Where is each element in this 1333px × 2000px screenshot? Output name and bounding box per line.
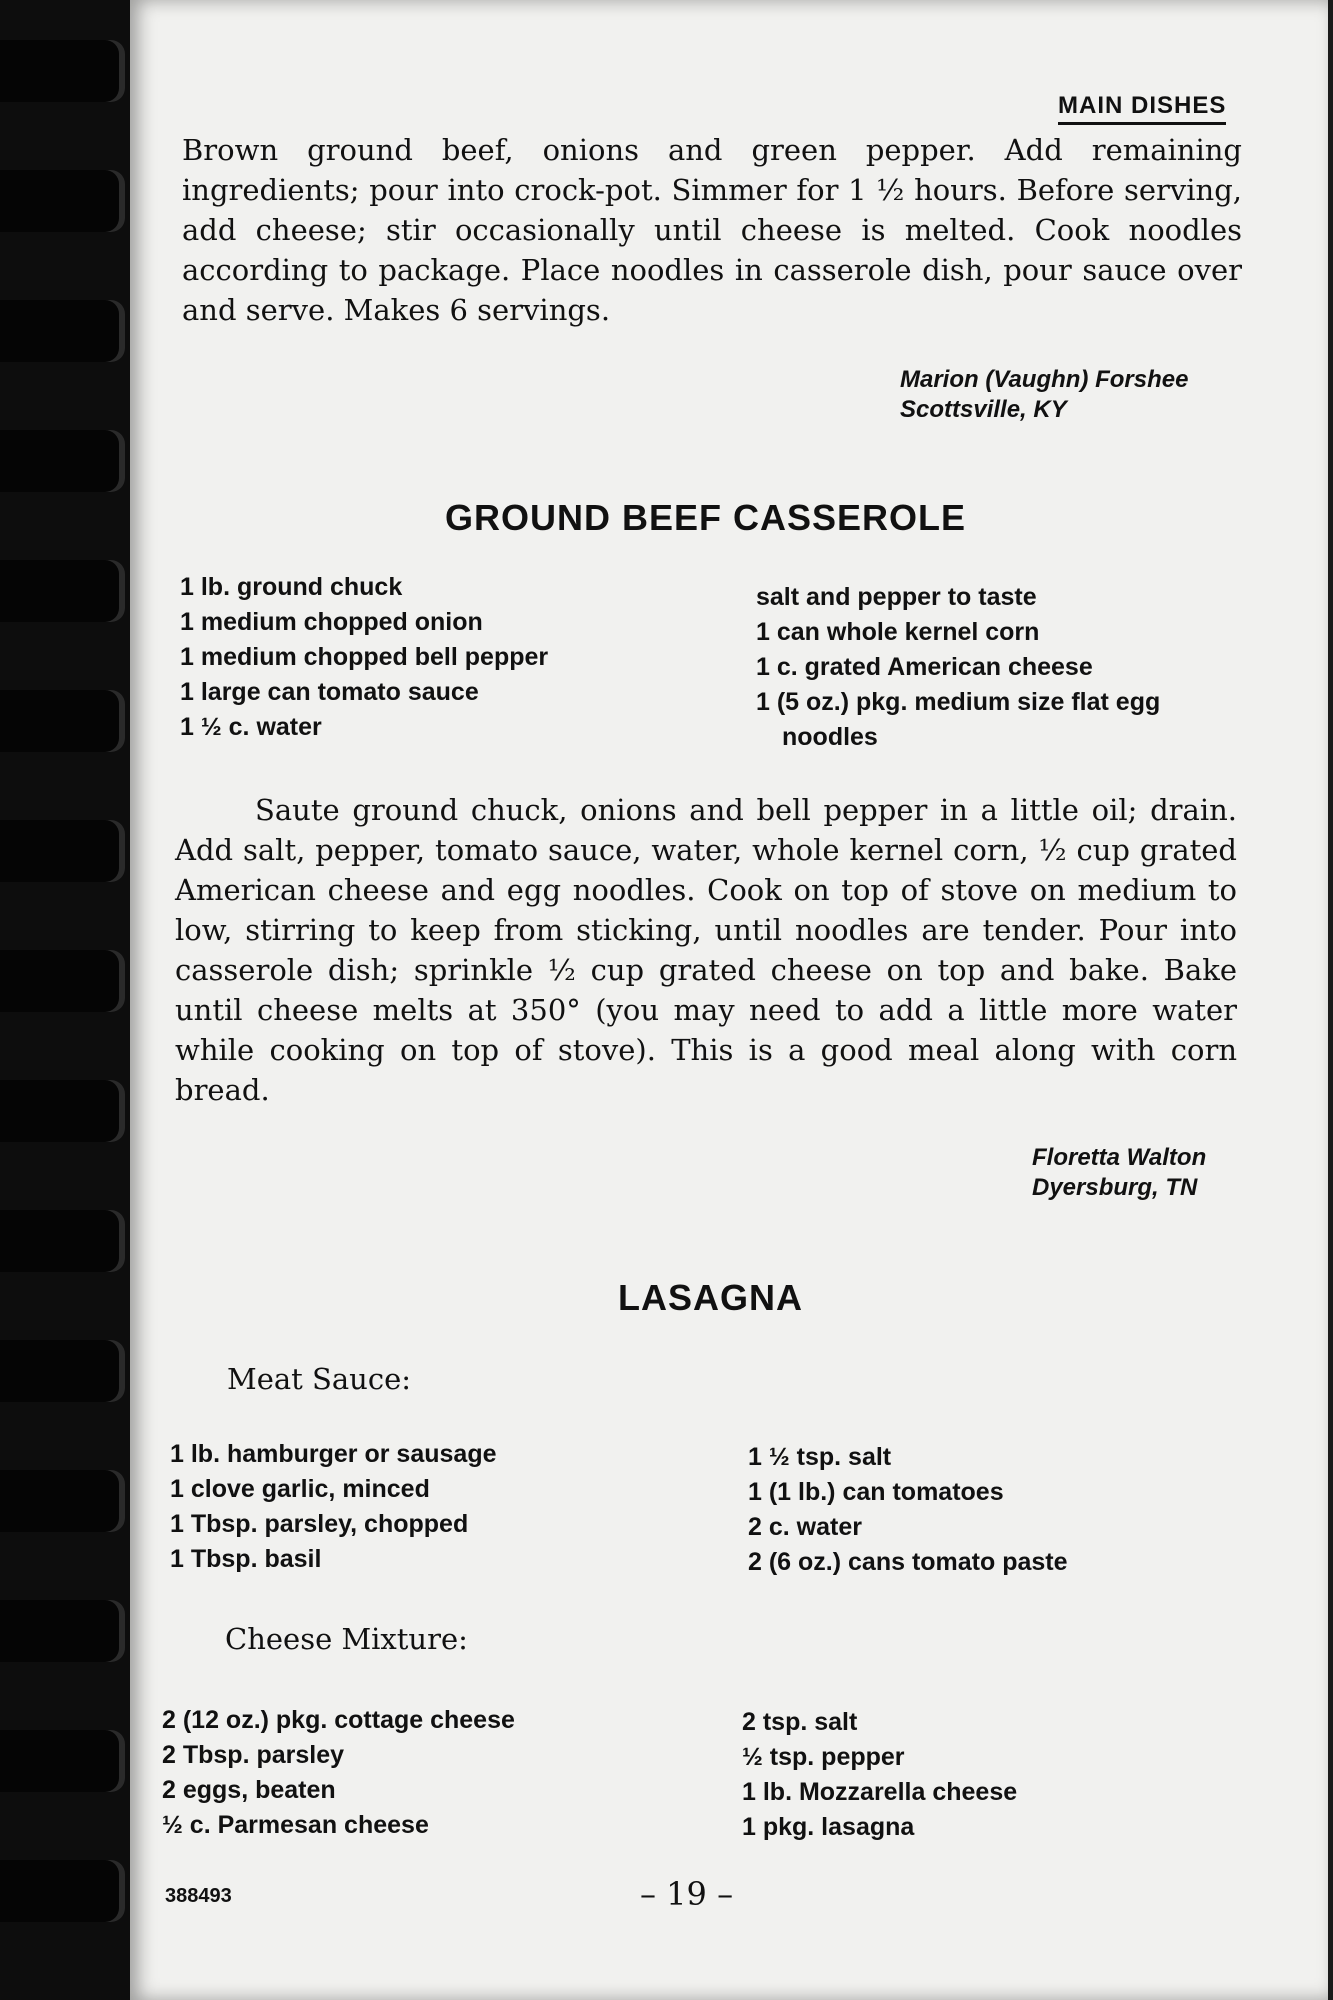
meat-sauce-ingredients-right (748, 1440, 1068, 1580)
credit-name: Floretta Walton (1032, 1144, 1207, 1171)
recipe-title-lasagna: LASAGNA (618, 1277, 803, 1318)
cookbook-page (130, 0, 1328, 2000)
meat-sauce-ingredients-left (170, 1437, 497, 1577)
ingredient: 1 clove garlic, minced (170, 1475, 430, 1503)
binding-ring (0, 1080, 125, 1142)
section-header: MAIN DISHES (1058, 92, 1226, 125)
credit-name: Marion (Vaughn) Forshee (900, 366, 1189, 393)
ingredient: ½ tsp. pepper (742, 1743, 905, 1771)
ingredient: 2 (12 oz.) pkg. cottage cheese (162, 1706, 515, 1734)
casserole-ingredients-right (756, 580, 1160, 755)
binding-ring (0, 430, 125, 492)
credit-place: Dyersburg, TN (1032, 1174, 1198, 1201)
page-number: – 19 – (640, 1875, 734, 1913)
ingredient: 1 can whole kernel corn (756, 618, 1040, 646)
ingredient: 1 lb. Mozzarella cheese (742, 1778, 1018, 1806)
instructions-text: Saute ground chuck, onions and bell pepper in a little oil; drain. Add salt, pepper, tomato sauce, water, whole kernel corn, ½ cup grated American cheese and egg noodles. Cook on top of stove on medium to low, stirring to keep from sticking, until noodles are tender. Pour into casserole dish; sprinkle ½ cup grated cheese on top and bake. Bake until cheese melts at 350° (you may need to add a little more water while cooking on top of stove). This is a good meal along with corn bread. (175, 793, 1237, 1107)
ingredient: 1 large can tomato sauce (180, 678, 479, 706)
ingredient: salt and pepper to taste (756, 583, 1037, 611)
ingredient: 1 lb. ground chuck (180, 573, 403, 601)
cheese-ingredients-right (742, 1705, 1017, 1845)
ingredient: 1 ½ tsp. salt (748, 1443, 892, 1471)
binding-ring (0, 560, 125, 622)
ingredient: 1 Tbsp. parsley, chopped (170, 1510, 469, 1538)
binding-ring (0, 170, 125, 232)
binding-ring (0, 1340, 125, 1402)
recipe-title-casserole: GROUND BEEF CASSEROLE (445, 497, 967, 538)
casserole-credit (1032, 1143, 1206, 1203)
cheese-mixture-label: Cheese Mixture: (225, 1622, 468, 1656)
ingredient: 1 lb. hamburger or sausage (170, 1440, 497, 1468)
meat-sauce-label: Meat Sauce: (227, 1362, 412, 1396)
binding-ring (0, 1860, 125, 1922)
binding-ring (0, 1210, 125, 1272)
top-recipe-instructions (182, 130, 1242, 330)
binding-ring (0, 950, 125, 1012)
instructions-text: Brown ground beef, onions and green pepper. Add remaining ingredients; pour into crock-pot. Simmer for 1 ½ hours. Before serving, add cheese; stir occasionally until cheese is melted. Cook noodles according to package. Place noodles in casserole dish, pour sauce over and serve. Makes 6 servings. (182, 133, 1242, 327)
binding-ring (0, 40, 125, 102)
top-recipe-credit (900, 365, 1188, 425)
ingredient: noodles (782, 723, 878, 751)
ingredient: 1 (5 oz.) pkg. medium size flat egg (756, 688, 1161, 716)
ingredient: 1 medium chopped bell pepper (180, 643, 549, 671)
ingredient: 2 tsp. salt (742, 1708, 858, 1736)
casserole-instructions (175, 790, 1237, 1110)
ingredient: 1 (1 lb.) can tomatoes (748, 1478, 1004, 1506)
ingredient: 1 ½ c. water (180, 713, 322, 741)
ingredient: 1 pkg. lasagna (742, 1813, 915, 1841)
binding-ring (0, 1470, 125, 1532)
ingredient: 1 c. grated American cheese (756, 653, 1093, 681)
ingredient: 2 Tbsp. parsley (162, 1741, 345, 1769)
binding-ring (0, 1730, 125, 1792)
binding-ring (0, 690, 125, 752)
binding-ring (0, 1600, 125, 1662)
ingredient: ½ c. Parmesan cheese (162, 1811, 429, 1839)
ingredient: 1 medium chopped onion (180, 608, 483, 636)
casserole-ingredients-left (180, 570, 548, 745)
binding-ring (0, 820, 125, 882)
book-code: 388493 (165, 1885, 232, 1907)
spiral-binding (0, 0, 130, 2000)
ingredient: 2 eggs, beaten (162, 1776, 336, 1804)
ingredient: 2 c. water (748, 1513, 862, 1541)
credit-place: Scottsville, KY (900, 396, 1067, 423)
ingredient: 1 Tbsp. basil (170, 1545, 322, 1573)
cheese-ingredients-left (162, 1703, 515, 1843)
ingredient: 2 (6 oz.) cans tomato paste (748, 1548, 1068, 1576)
binding-ring (0, 300, 125, 362)
